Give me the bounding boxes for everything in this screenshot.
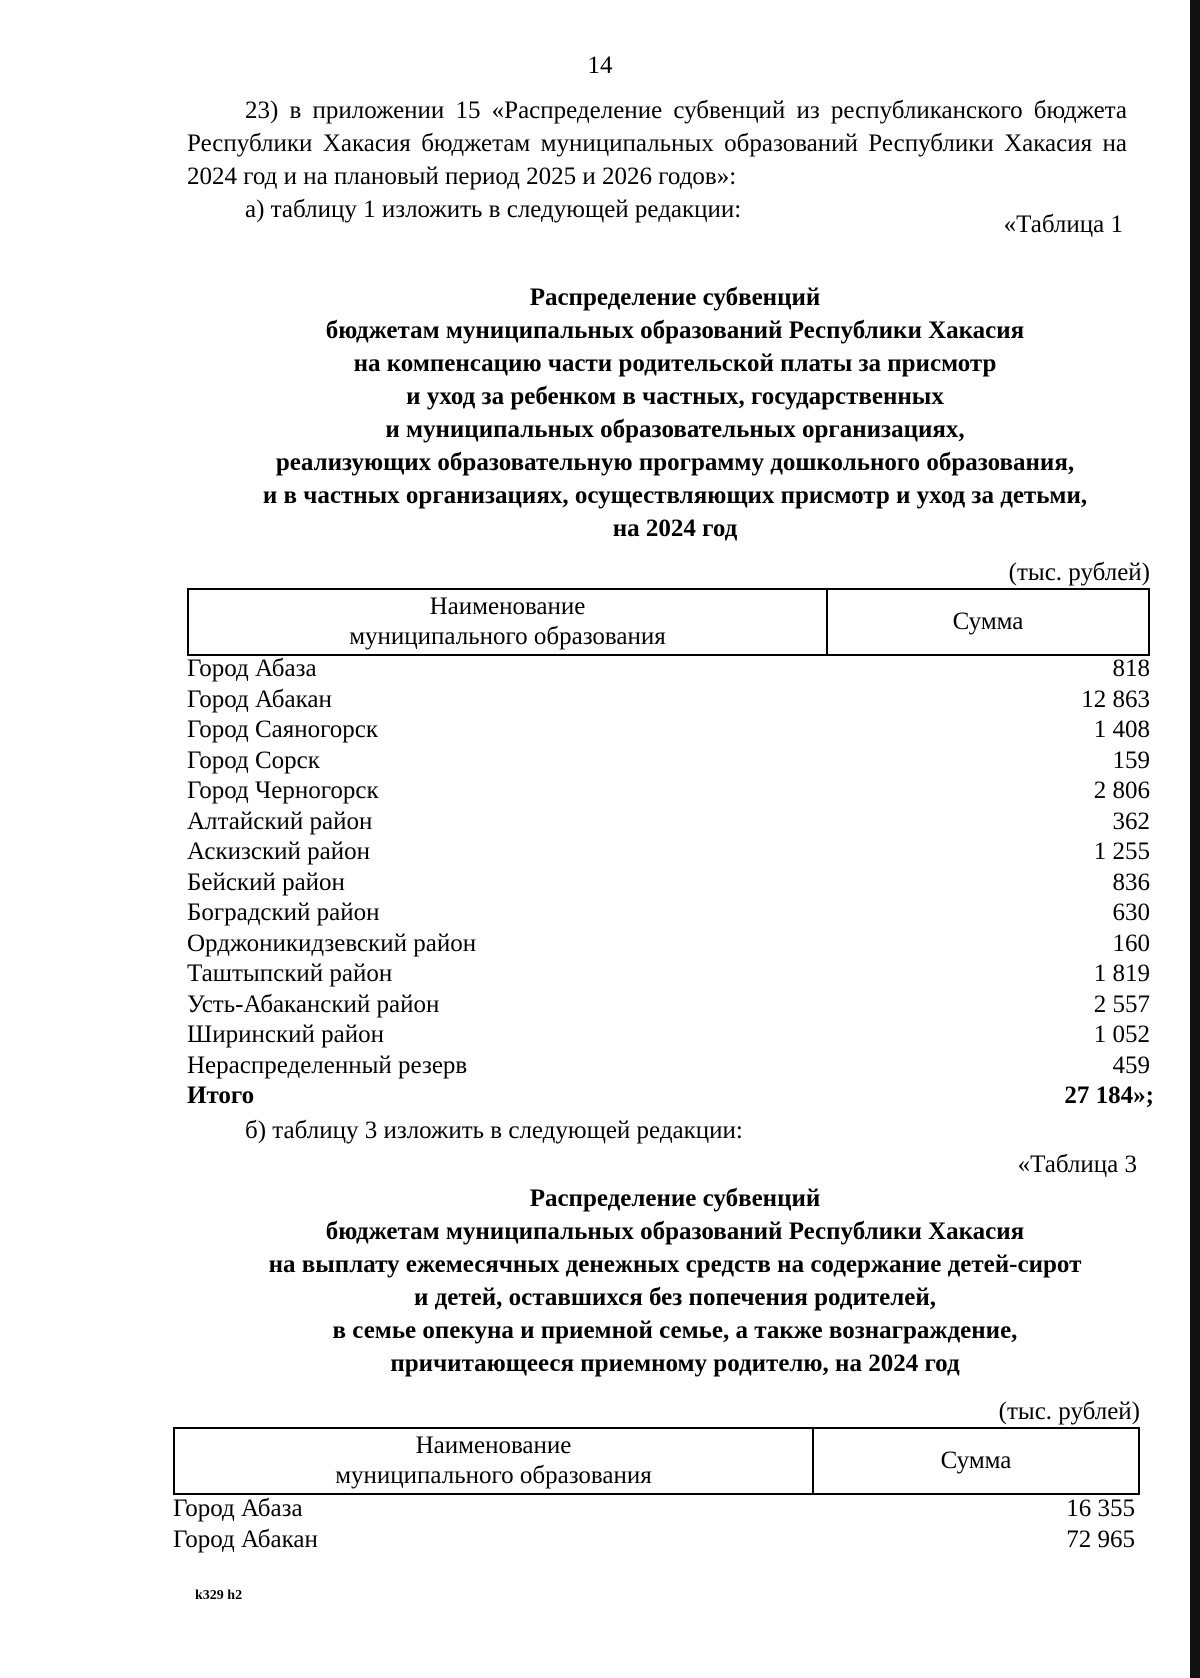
table-row [187, 990, 1150, 1021]
item-b: б) таблицу 3 изложить в следующей редакции: [245, 1117, 743, 1144]
table1-title-line: и в частных организациях, осуществляющих присмотр и уход за детьми, [262, 482, 1088, 509]
row-sum: 72 965 [1066, 1525, 1135, 1553]
table-row [173, 1494, 1135, 1525]
table3-unit: (тыс. рублей) [998, 1398, 1140, 1425]
scan-edge [1190, 0, 1200, 1678]
table1-title [150, 281, 1200, 545]
table1-header-name [188, 589, 827, 655]
table3-title [150, 1182, 1200, 1380]
row-name: Бейский район [187, 868, 345, 896]
table1-unit: (тыс. рублей) [1008, 559, 1150, 586]
row-name: Город Абакан [173, 1525, 318, 1553]
row-sum: 818 [1112, 655, 1150, 682]
intro-section [187, 94, 1127, 226]
row-name: Город Черногорск [187, 777, 379, 804]
header-name-line: муниципального образования [335, 1462, 652, 1489]
intro-paragraph: 23) в приложении 15 «Распределение субвенций из республиканского бюджета Республики Хакасия бюджетам муниципальных образований Республики Хакасия на 2024 год и на плановый период 2025 и 2026 годов»: [187, 97, 1127, 190]
table-row [187, 715, 1150, 746]
item-a: а) таблицу 1 изложить в следующей редакции: [245, 196, 742, 223]
row-sum: 836 [1112, 868, 1150, 896]
table-row [187, 776, 1150, 807]
row-name: Нераспределенный резерв [187, 1051, 468, 1079]
table1-body [187, 654, 1154, 1112]
row-name: Усть-Абаканский район [187, 990, 440, 1018]
header-name-line: Наименование [415, 1432, 572, 1459]
table-row [187, 929, 1150, 960]
table-total-row [187, 1081, 1154, 1112]
table-row [187, 685, 1150, 716]
row-sum: 1 255 [1093, 838, 1150, 865]
table1-header [187, 588, 1150, 656]
row-sum: 159 [1112, 746, 1150, 774]
table3-title-line: в семье опекуна и приемной семье, а также вознаграждение, [332, 1317, 1018, 1344]
table3-title-line: Распределение субвенций [529, 1185, 821, 1212]
table1-title-line: и муниципальных образовательных организациях, [385, 416, 965, 443]
table1-title-line: реализующих образовательную программу дошкольного образования, [275, 449, 1075, 476]
table1-title-line: и уход за ребенком в частных, государственных [406, 383, 944, 410]
row-sum: 459 [1112, 1051, 1150, 1079]
table-row [187, 959, 1150, 990]
row-name: Город Абакан [187, 685, 332, 713]
table3-title-line: бюджетам муниципальных образований Республики Хакасия [325, 1218, 1025, 1245]
page-number: 14 [587, 52, 613, 79]
table-row [187, 746, 1150, 777]
row-sum: 2 557 [1093, 990, 1150, 1018]
table1-title-line: бюджетам муниципальных образований Республики Хакасия [325, 317, 1025, 344]
table3-title-line: и детей, оставшихся без попечения родителей, [413, 1284, 937, 1311]
row-name: Алтайский район [187, 807, 373, 835]
row-name: Аскизский район [187, 838, 371, 865]
row-name: Город Сорск [187, 746, 320, 774]
total-name: Итого [187, 1082, 255, 1109]
row-sum: 2 806 [1093, 777, 1150, 804]
table3-header [173, 1427, 1140, 1495]
header-name-line: муниципального образования [349, 623, 666, 650]
table-row [187, 837, 1150, 868]
table1-title-line: на компенсацию части родительской платы за присмотр [353, 350, 997, 377]
table3-header-sum: Сумма [813, 1428, 1139, 1494]
table-row [187, 807, 1150, 838]
table1-header-sum: Сумма [827, 589, 1149, 655]
row-sum: 160 [1112, 929, 1150, 957]
row-name: Город Саяногорск [187, 716, 379, 743]
row-name: Город Абаза [173, 1495, 303, 1522]
row-name: Таштыпский район [187, 960, 393, 987]
row-sum: 1 819 [1093, 960, 1150, 987]
table3-header-name [174, 1428, 813, 1494]
header-name-line: Наименование [429, 593, 586, 620]
row-name: Орджоникидзевский район [187, 929, 477, 957]
table1-title-line: на 2024 год [612, 515, 738, 542]
table-row [187, 868, 1150, 899]
table1-caption: «Таблица 1 [1003, 211, 1123, 238]
table-row [187, 1020, 1150, 1051]
row-sum: 362 [1112, 807, 1150, 835]
row-name: Боградский район [187, 899, 380, 926]
table-row [187, 654, 1150, 685]
table3-title-line: причитающееся приемному родителю, на 2024 год [390, 1350, 960, 1377]
row-name: Ширинский район [187, 1021, 384, 1048]
table3-body [173, 1494, 1135, 1555]
table3-caption: «Таблица 3 [1017, 1151, 1137, 1178]
table3-title-line: на выплату ежемесячных денежных средств на содержание детей-сирот [268, 1251, 1082, 1278]
row-name: Город Абаза [187, 655, 317, 682]
row-sum: 1 052 [1093, 1021, 1150, 1048]
row-sum: 630 [1112, 899, 1150, 926]
table-row [173, 1525, 1135, 1556]
row-sum: 12 863 [1081, 685, 1150, 713]
footer-code: k329 h2 [195, 1588, 243, 1603]
table-row [187, 1051, 1150, 1082]
total-sum: 27 184»; [1064, 1082, 1154, 1109]
row-sum: 16 355 [1066, 1495, 1135, 1522]
table1-title-line: Распределение субвенций [529, 284, 821, 311]
table-row [187, 898, 1150, 929]
row-sum: 1 408 [1093, 716, 1150, 743]
